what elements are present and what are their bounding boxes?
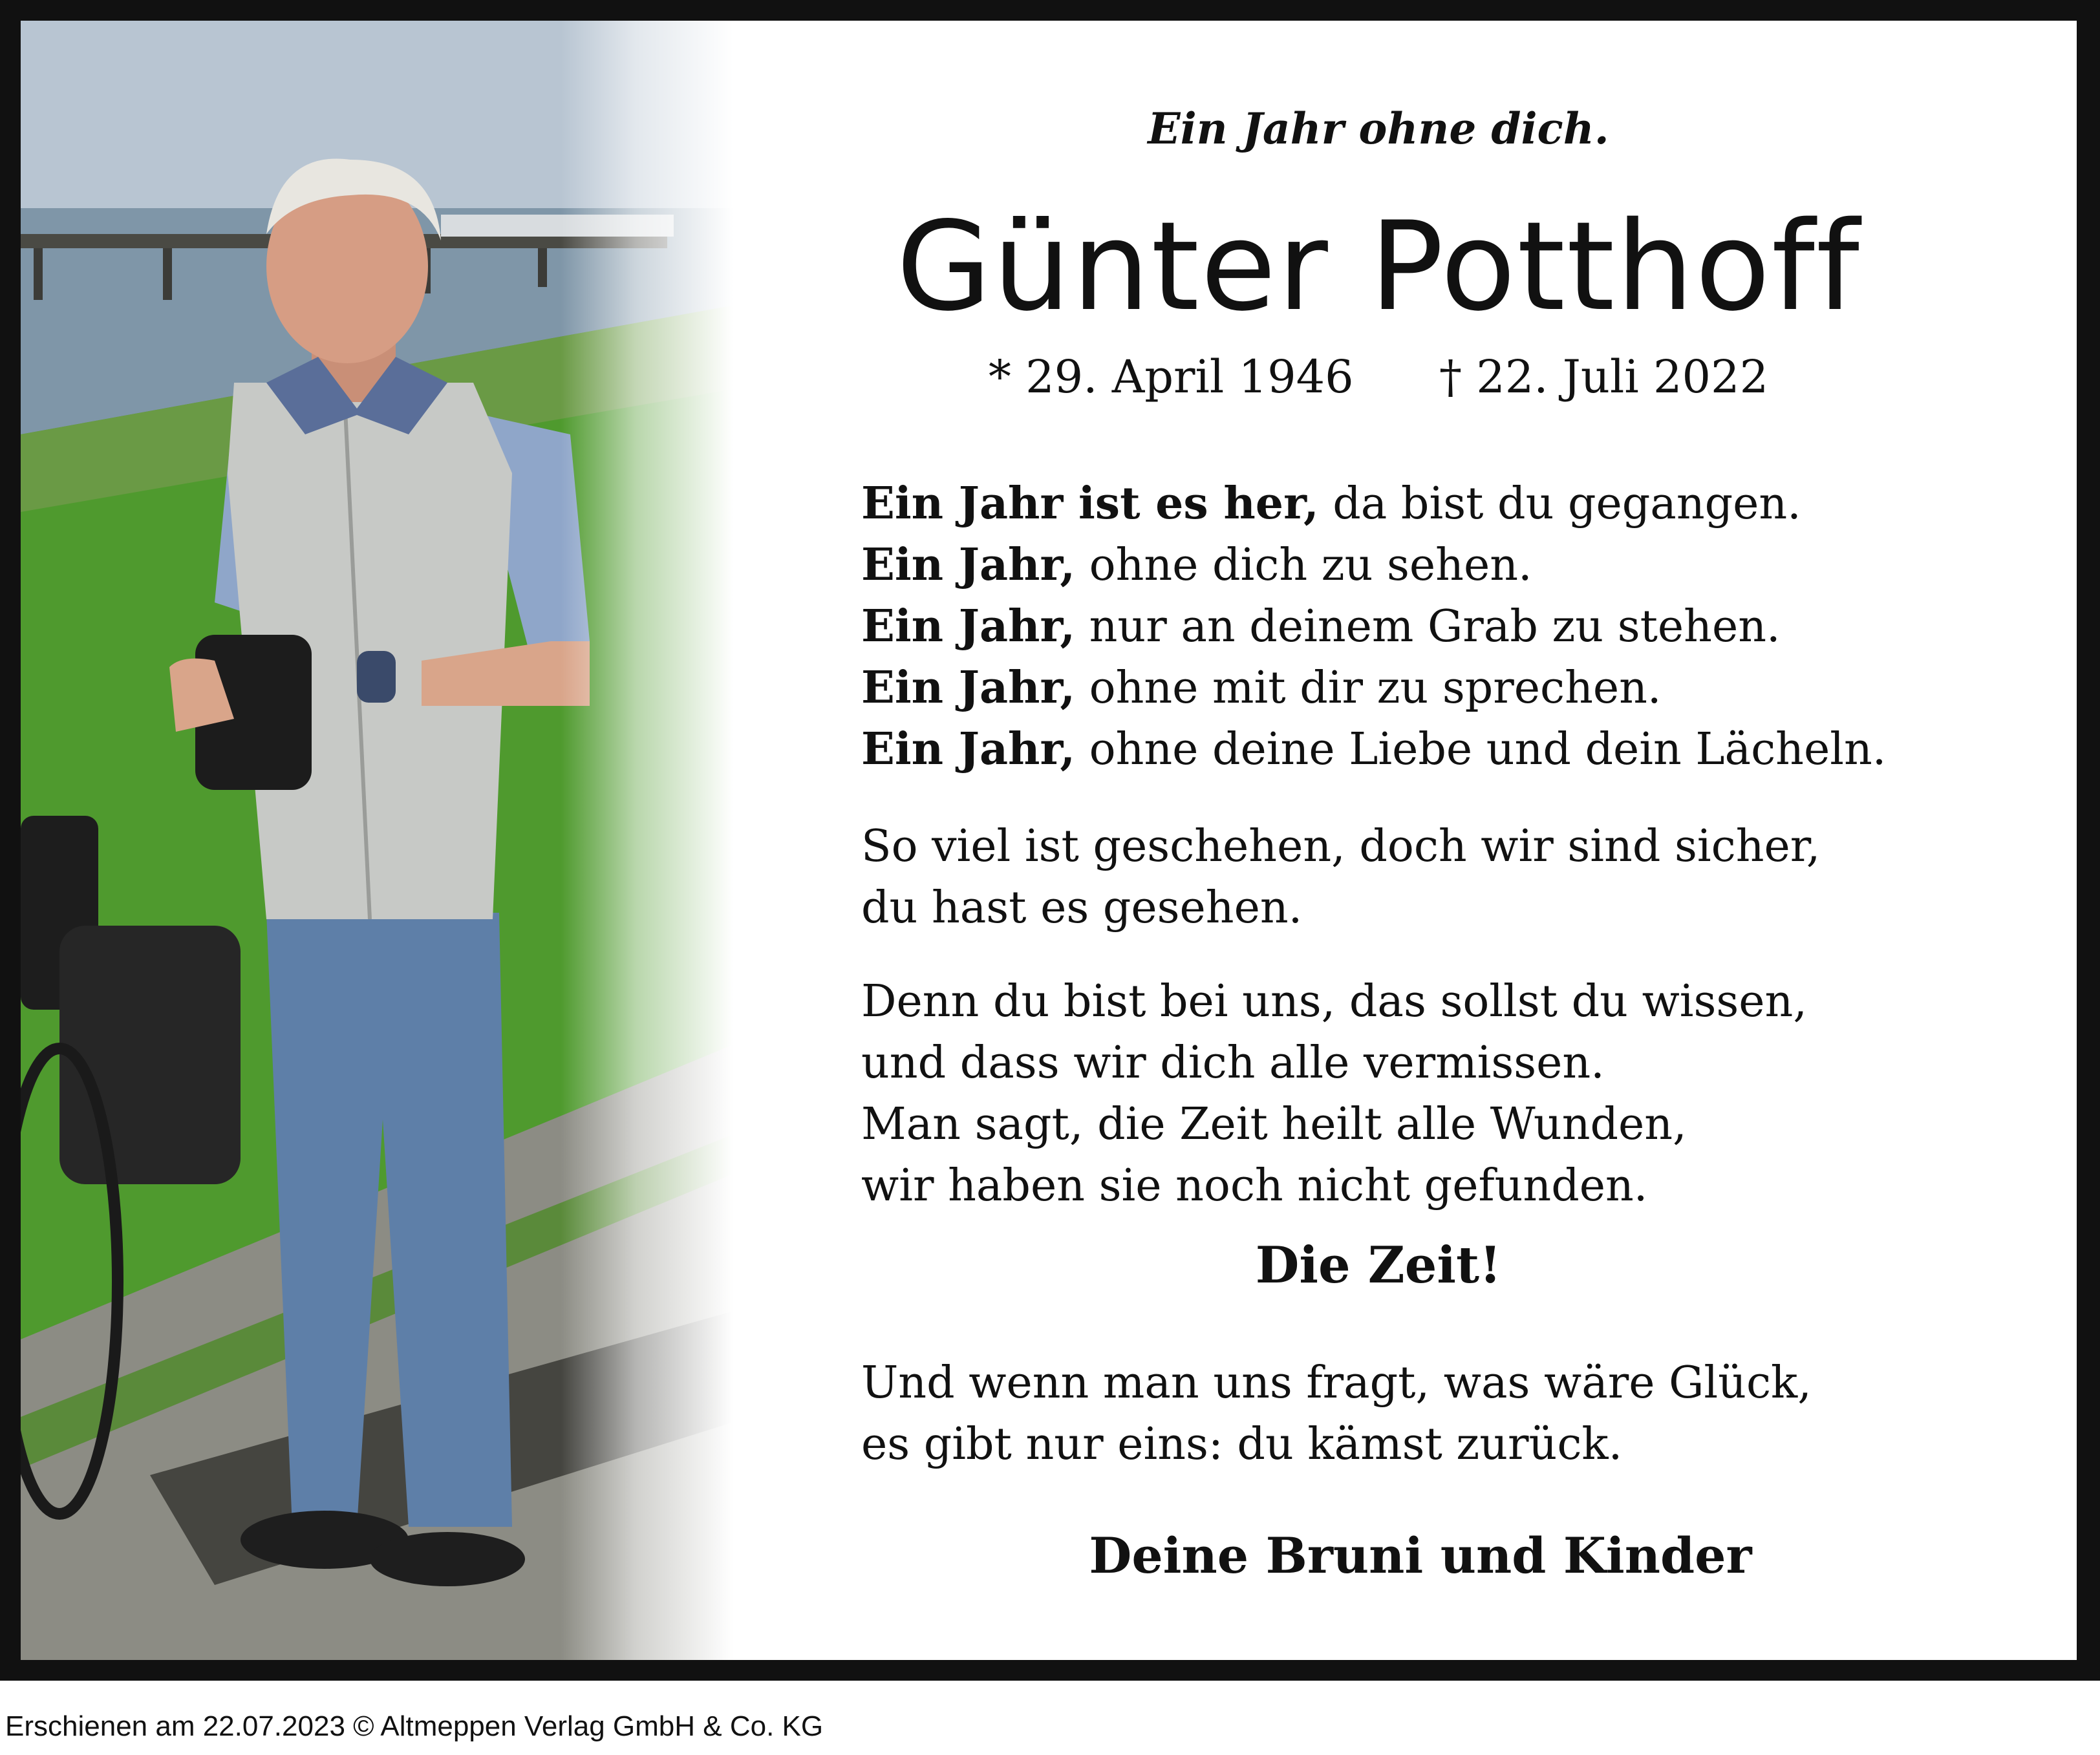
poem-line: und dass wir dich alle vermissen.: [861, 1037, 1605, 1089]
poem-line: Man sagt, die Zeit heilt alle Wunden,: [861, 1099, 1687, 1150]
portrait-photo: [21, 21, 771, 1660]
poem-line: Ein Jahr, ohne mit dir zu sprechen.: [861, 662, 1662, 714]
obituary-card: [21, 21, 2077, 1660]
poem-exclamation: Die Zeit!: [1255, 1236, 1502, 1295]
poem-stanza-1: [861, 473, 2057, 780]
publication-footer: Erschienen am 22.07.2023 © Altmeppen Verlag GmbH & Co. KG: [5, 1710, 824, 1742]
poem-line: Ein Jahr, ohne deine Liebe und dein Lächeln.: [861, 723, 1887, 775]
photo-fade: [21, 21, 771, 1660]
deceased-name: Günter Potthoff: [896, 195, 1861, 338]
poem-line: es gibt nur eins: du kämst zurück.: [861, 1419, 1623, 1470]
poem-line: Ein Jahr, ohne dich zu sehen.: [861, 539, 1532, 591]
poem-line: du hast es gesehen.: [861, 882, 1303, 933]
death-date: † 22. Juli 2022: [1439, 350, 1769, 403]
poem-line: Ein Jahr ist es her, da bist du gegangen.: [861, 478, 1801, 529]
intro-line: Ein Jahr ohne dich.: [1148, 103, 1609, 154]
birth-date: * 29. April 1946: [988, 350, 1354, 403]
poem-stanza-4: [861, 1352, 2057, 1475]
poem-line: Denn du bist bei uns, das sollst du wissen,: [861, 976, 1807, 1027]
poem-line: Und wenn man uns fragt, was wäre Glück,: [861, 1357, 1812, 1409]
obituary-text: [829, 21, 2057, 1660]
poem-line: So viel ist geschehen, doch wir sind sicher,: [861, 821, 1821, 872]
signature: Deine Bruni und Kinder: [1089, 1527, 1752, 1584]
poem-line: Ein Jahr, nur an deinem Grab zu stehen.: [861, 601, 1781, 652]
poem-line: wir haben sie noch nicht gefunden.: [861, 1160, 1648, 1211]
poem-stanza-3: [861, 971, 2057, 1217]
life-dates: [829, 350, 1928, 403]
poem-stanza-2: [861, 816, 2057, 939]
